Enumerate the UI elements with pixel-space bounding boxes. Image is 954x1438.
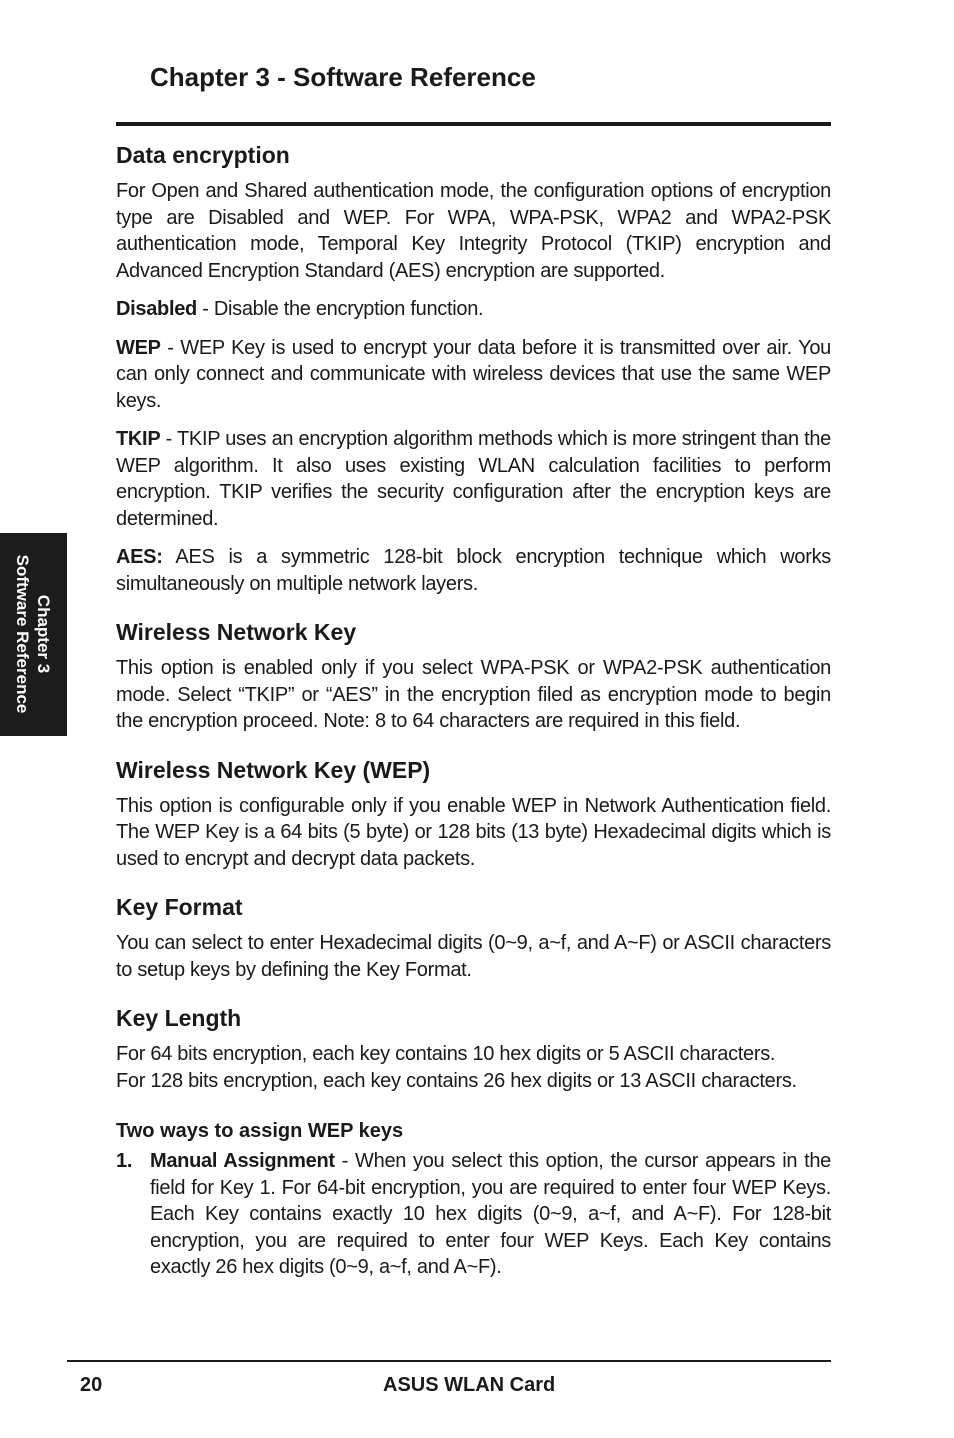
section-key-length — [116, 1003, 831, 1094]
term-aes: AES: — [116, 546, 163, 568]
section-heading: Wireless Network Key (WEP) — [116, 756, 431, 783]
section-heading: Key Format — [116, 894, 243, 920]
list-item-number: 1. — [116, 1150, 133, 1172]
section-data-encryption — [116, 140, 831, 597]
definition-wep — [116, 335, 831, 415]
definition-text: - Disable the encryption function. — [196, 298, 484, 320]
section-heading: Wireless Network Key — [116, 619, 357, 645]
section-two-ways — [116, 1118, 831, 1281]
side-tab-line-2: Software Reference — [13, 554, 32, 714]
title-divider — [116, 122, 831, 126]
page-content — [116, 140, 831, 1281]
section-heading: Key Length — [116, 1005, 242, 1031]
section-heading: Data encryption — [116, 142, 290, 168]
chapter-title: Chapter 3 - Software Reference — [150, 62, 536, 92]
term-disabled: Disabled — [116, 298, 197, 320]
term-wep: WEP — [116, 336, 161, 359]
section-paragraph: This option is configurable only if you enable WEP in Network Authentication field. The WEP Key is a 64 bits (5 byte) or 128 bits (13 byte) Hexadecimal digits which is used to encrypt and decrypt data packets. — [116, 794, 831, 870]
definition-text: - WEP Key is used to encrypt your data before it is transmitted over air. You can only connect and communicate with wireless devices that use the same WEP keys. — [116, 336, 831, 412]
assignment-list — [116, 1148, 831, 1281]
section-paragraph: This option is enabled only if you select WPA-PSK or WPA2-PSK authentication mode. Select “TKIP” or “AES” in the encryption filed as encryption mode to begin the encryption proceed. Note: 8 to 64 characters are required in this field. — [116, 657, 831, 732]
definition-text: - TKIP uses an encryption algorithm methods which is more stringent than the WEP algorithm. It also uses existing WLAN calculation facilities to perform encryption. TKIP verifies the security configuration after the encryption keys are determined. — [116, 428, 831, 530]
definition-text: AES is a symmetric 128-bit block encryption technique which works simultaneously on multiple network layers. — [116, 546, 831, 595]
section-wireless-network-key — [116, 617, 831, 735]
section-paragraph: You can select to enter Hexadecimal digits (0~9, a~f, and A~F) or ASCII characters to setup keys by defining the Key Format. — [116, 932, 831, 981]
side-tab-line-1: Chapter 3 — [34, 594, 53, 674]
page-number: 20 — [80, 1374, 103, 1396]
list-item — [116, 1148, 831, 1281]
document-name: ASUS WLAN Card — [383, 1374, 556, 1396]
section-wireless-network-key-wep — [116, 755, 831, 873]
key-length-line-2: For 128 bits encryption, each key contains 26 hex digits or 13 ASCII characters. — [116, 1069, 797, 1092]
term-tkip: TKIP — [116, 428, 161, 450]
chapter-side-tab-label — [12, 555, 54, 714]
definition-aes — [116, 544, 831, 597]
definition-disabled — [116, 296, 831, 323]
definition-tkip — [116, 426, 831, 532]
section-key-format — [116, 892, 831, 983]
subsection-heading: Two ways to assign WEP keys — [116, 1120, 404, 1142]
paragraph-intro: For Open and Shared authentication mode, the configuration options of encryption type are Disabled and WEP. For WPA, WPA-PSK, WPA2 and WPA2-PSK authentication mode, Temporal Key Integrity Protocol (TKIP) encryption and Advanced Encryption Standard (AES) encryption are supported. — [116, 180, 831, 282]
list-item-body — [150, 1148, 831, 1281]
list-item-term: Manual Assignment — [150, 1150, 335, 1172]
list-item-text: - When you select this option, the cursor appears in the field for Key 1. For 64-bit encryption, you are required to enter four WEP Keys. Each Key contains exactly 10 hex digits (0~9, a~f, and A~F). For 128-bit encryption, you are required to enter four WEP Keys. Each Key contains exactly 26 hex digits (0~9, a~f, and A~F). — [150, 1150, 832, 1278]
key-length-line-1: For 64 bits encryption, each key contains 10 hex digits or 5 ASCII characters. — [116, 1043, 776, 1065]
footer-divider — [67, 1360, 831, 1362]
key-length-paragraph — [116, 1041, 831, 1094]
